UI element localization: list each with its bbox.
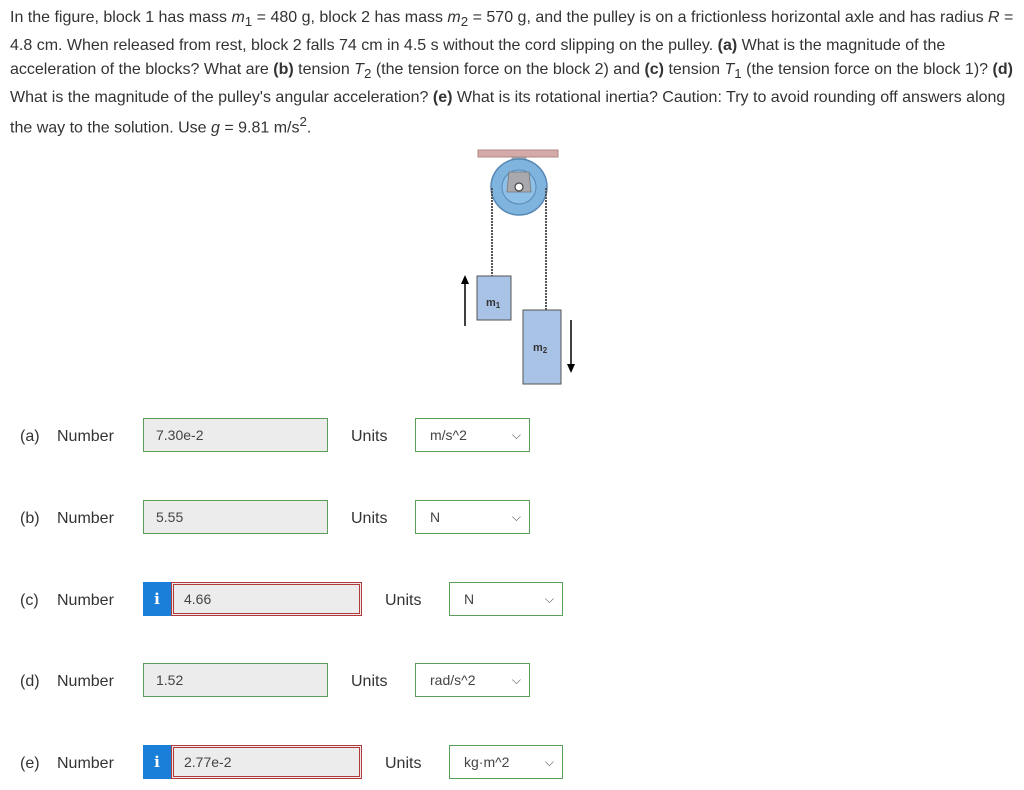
number-label: Number [57,592,114,609]
answer-row-b [0,500,1024,540]
answer-row-a [0,418,1024,458]
unit-select-e[interactable] [449,745,563,779]
unit-select-value: kg·m^2 [464,754,510,770]
number-label: Number [57,510,114,527]
number-label: Number [57,673,114,690]
arrow-up-icon [461,275,469,284]
answer-input-e[interactable]: 2.77e-2 [171,745,362,779]
answer-input-d[interactable]: 1.52 [143,663,328,697]
unit-select-a[interactable] [415,418,530,452]
block-2-label: m [533,342,543,354]
part-label: (a) [20,428,40,445]
info-icon[interactable]: i [143,582,171,616]
answer-input-a[interactable]: 7.30e-2 [143,418,328,452]
block-1-sub: 1 [495,301,501,310]
answer-input-c[interactable]: 4.66 [171,582,362,616]
chevron-down-icon: ⌵ [544,755,554,769]
answer-row-e [0,745,1024,785]
block-1-label: m [486,297,496,309]
unit-select-c[interactable] [449,582,563,616]
part-label: (e) [20,755,40,772]
chevron-down-icon: ⌵ [511,510,521,524]
unit-select-value: N [430,509,441,525]
answer-row-c [0,582,1024,622]
answer-input-b[interactable]: 5.55 [143,500,328,534]
unit-select-value: rad/s^2 [430,672,476,688]
block-2-sub: 2 [542,346,548,355]
number-label: Number [57,755,114,772]
chevron-down-icon: ⌵ [511,673,521,687]
unit-select-b[interactable] [415,500,530,534]
chevron-down-icon: ⌵ [544,592,554,606]
arrow-down-icon [567,364,575,373]
answer-row-d [0,663,1024,703]
part-label: (c) [20,592,39,609]
part-label: (d) [20,673,40,690]
units-label: Units [351,673,388,690]
chevron-down-icon: ⌵ [511,428,521,442]
info-icon[interactable]: i [143,745,171,779]
number-label: Number [57,428,114,445]
unit-select-value: m/s^2 [430,427,467,443]
unit-select-value: N [464,591,475,607]
problem-statement: In the figure, block 1 has mass $m_1 = 480$ g, block 2 has mass $m_2 = 570$ g, and the pulley is on a frictionless horizontal axle and has radius R = 4.8 cm. When released from rest, block 2 falls 74 cm in 4.5 s without the cord slipping on the pulley. (a) What is the magnitude of the acceleration of the blocks? What are (b) tension $T_2$ (the tension force on the block 2) and (c) tension $T_1$ (the tension force on the block 1)? (d) What is the magnitude of the pulley's angular acceleration? (e) What is its rotational inertia? Caution: Try to avoid rounding off answers along the way to the solution. Use g = 9.81 $m/s^2$. [10,9,1014,137]
units-label: Units [351,510,388,527]
units-label: Units [385,592,422,609]
units-label: Units [385,755,422,772]
part-label: (b) [20,510,40,527]
pulley-figure [455,148,580,388]
unit-select-d[interactable] [415,663,530,697]
units-label: Units [351,428,388,445]
